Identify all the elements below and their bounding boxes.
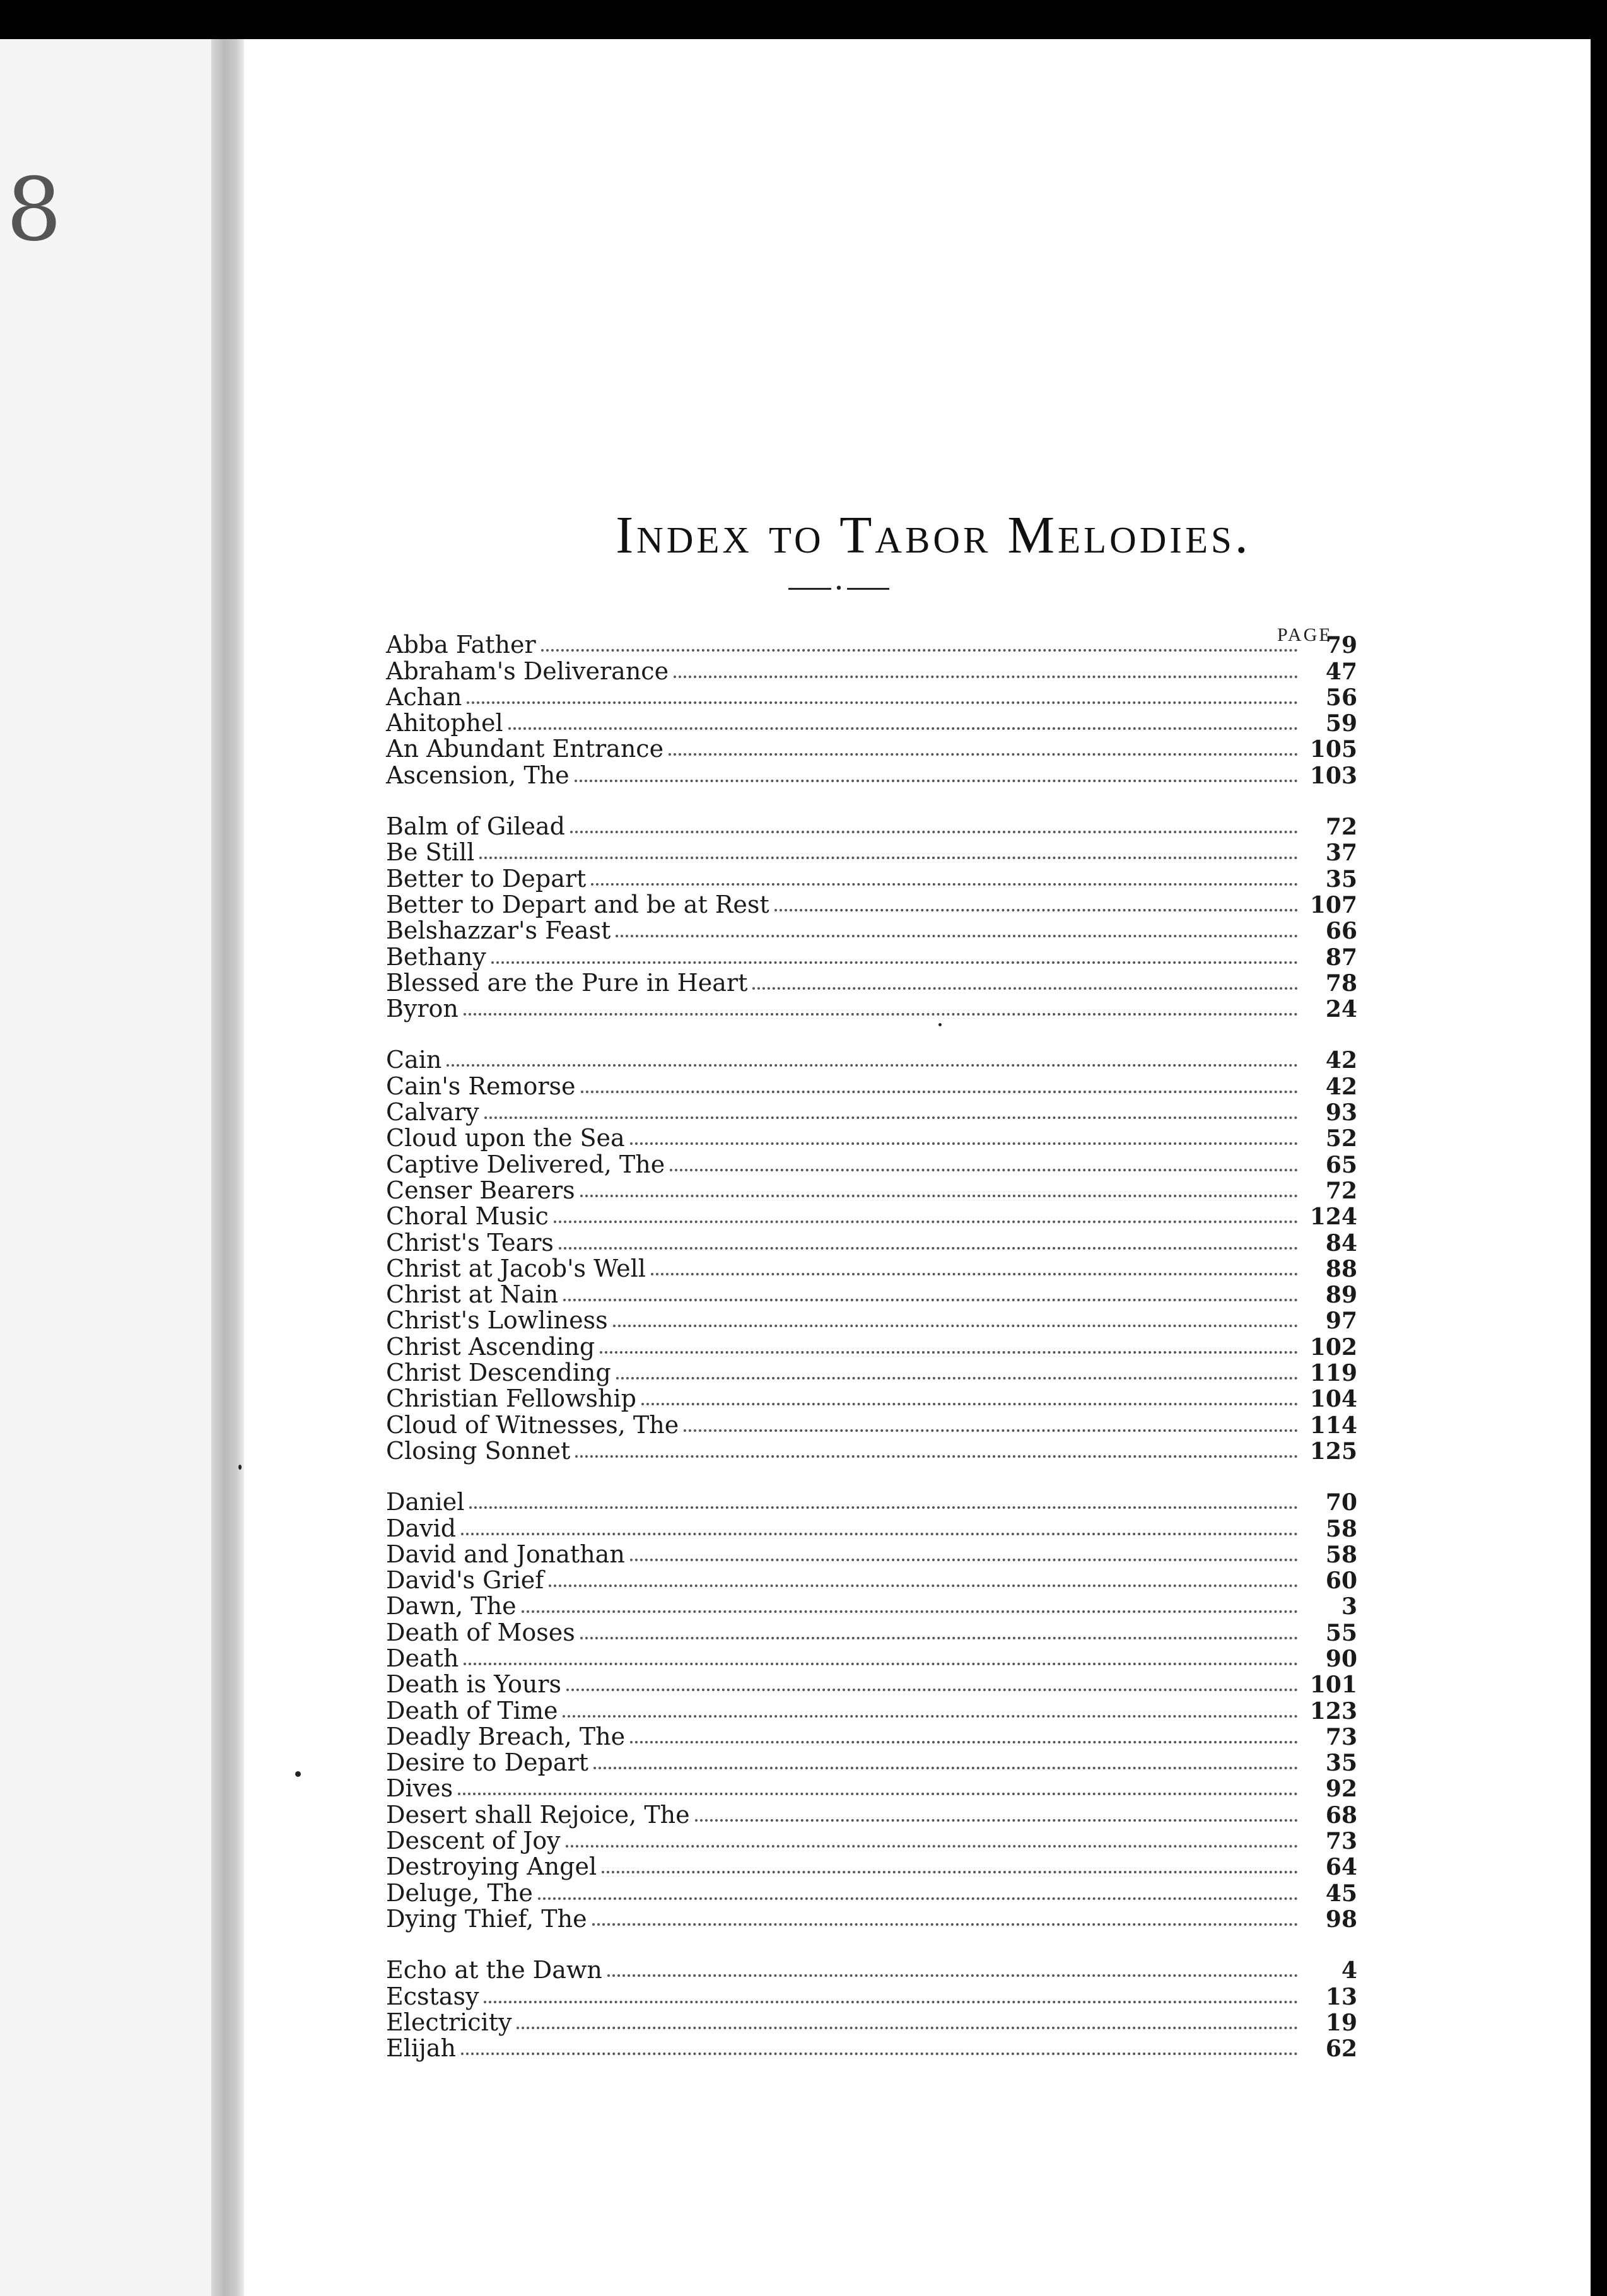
dot-leader [447, 1064, 1298, 1067]
entry-page-number: 37 [1325, 840, 1357, 867]
entry-title: Ahitophel [386, 709, 503, 737]
index-entry [386, 1255, 1357, 1280]
dot-leader [616, 1377, 1298, 1379]
entry-page-number: 105 [1309, 736, 1357, 763]
dot-leader [566, 1689, 1298, 1691]
entry-title: David and Jonathan [386, 1540, 625, 1568]
dot-leader [469, 1506, 1298, 1509]
index-entry [386, 1385, 1357, 1413]
entry-page-number: 73 [1325, 1828, 1357, 1855]
index-group [386, 1488, 1357, 1931]
entry-page-number: 89 [1325, 1282, 1357, 1309]
dot-leader [613, 1325, 1298, 1327]
index-entry [386, 1488, 1357, 1514]
entry-page-number: 45 [1325, 1880, 1357, 1907]
entry-title: Electricity [386, 2008, 512, 2036]
entry-title: Better to Depart and be at Rest [386, 890, 769, 918]
dot-leader [630, 1559, 1298, 1561]
entry-title: Christian Fellowship [386, 1385, 636, 1413]
entry-title: Closing Sonnet [386, 1436, 571, 1465]
index-entry [386, 969, 1357, 995]
entry-page-number: 13 [1325, 1983, 1357, 2010]
index-entry [386, 2034, 1357, 2063]
speck [238, 1465, 242, 1470]
index-entry [386, 1723, 1357, 1748]
left-page-number: 8 [6, 159, 62, 261]
index-entry [386, 1202, 1357, 1231]
entry-title: Belshazzar's Feast [386, 917, 611, 945]
entry-page-number: 59 [1325, 710, 1357, 737]
entry-page-number: 87 [1325, 944, 1357, 971]
entry-page-number: 47 [1325, 658, 1357, 685]
dot-leader [600, 1351, 1298, 1354]
entry-page-number: 24 [1325, 996, 1357, 1023]
index-entry [386, 1748, 1357, 1777]
entry-title: Cain's Remorse [386, 1072, 576, 1100]
entry-page-number: 42 [1325, 1073, 1357, 1100]
dot-leader [461, 1533, 1298, 1535]
entry-title: Ecstasy [386, 1982, 479, 2010]
entry-page-number: 92 [1325, 1776, 1357, 1803]
entry-page-number: 70 [1325, 1489, 1357, 1516]
index-entry [386, 1956, 1357, 1982]
index-entry [386, 891, 1357, 917]
index-entry [386, 995, 1357, 1021]
index-entry [386, 1878, 1357, 1907]
ornament-rule-left [788, 588, 831, 590]
index-entry [386, 1437, 1357, 1463]
entry-page-number: 104 [1309, 1386, 1357, 1413]
entry-page-number: 35 [1325, 865, 1357, 893]
index-entry [386, 1072, 1357, 1098]
entry-page-number: 84 [1325, 1229, 1357, 1256]
entry-title: Cloud of Witnesses, The [386, 1410, 679, 1439]
entry-page-number: 88 [1325, 1255, 1357, 1282]
index-entry [386, 1359, 1357, 1385]
entry-title: Desert shall Rejoice, The [386, 1800, 690, 1829]
dot-leader [607, 1974, 1298, 1977]
title-ornament [788, 579, 889, 598]
entry-page-number: 68 [1325, 1801, 1357, 1829]
entry-title: Death of Time [386, 1696, 558, 1725]
entry-page-number: 125 [1309, 1438, 1357, 1465]
index-entry [386, 1592, 1357, 1618]
ornament-mark-icon: • [834, 580, 843, 597]
entry-page-number: 79 [1325, 632, 1357, 659]
dot-leader [575, 1455, 1298, 1458]
index-group [386, 1046, 1357, 1463]
entry-title: Be Still [386, 838, 475, 867]
index-entry [386, 1098, 1357, 1127]
dot-leader [580, 1195, 1298, 1197]
index-entry [386, 942, 1357, 971]
dot-leader [541, 649, 1298, 652]
entry-page-number: 65 [1325, 1151, 1357, 1178]
index-entry [386, 1670, 1357, 1699]
entry-title: Abba Father [386, 631, 536, 659]
dot-leader [695, 1819, 1298, 1822]
index-entry [386, 1827, 1357, 1853]
index-entry [386, 1618, 1357, 1644]
entry-title: Achan [386, 682, 462, 711]
index-entry [386, 1853, 1357, 1881]
entry-page-number: 102 [1309, 1333, 1357, 1361]
dot-leader [570, 831, 1298, 833]
dot-leader [593, 1767, 1298, 1769]
entry-page-number: 119 [1309, 1360, 1357, 1387]
dot-leader [522, 1610, 1298, 1613]
scan-right-border [1591, 39, 1607, 2296]
entry-title: Blessed are the Pure in Heart [386, 968, 748, 997]
entry-title: Christ Descending [386, 1359, 611, 1387]
index-entry [386, 657, 1357, 685]
entry-page-number: 3 [1341, 1593, 1357, 1620]
entry-page-number: 56 [1325, 684, 1357, 711]
dot-leader [684, 1429, 1298, 1432]
page-column-header: PAGE [1277, 624, 1333, 645]
entry-page-number: 103 [1309, 762, 1357, 789]
entry-title: Bethany [386, 942, 486, 971]
entry-title: Destroying Angel [386, 1853, 597, 1881]
index-group [386, 812, 1357, 1021]
dot-leader [484, 1116, 1298, 1119]
index-entry [386, 2008, 1357, 2034]
entry-page-number: 58 [1325, 1515, 1357, 1542]
dot-leader [559, 1247, 1298, 1250]
entry-title: David's Grief [386, 1566, 544, 1595]
index-entry [386, 1982, 1357, 2008]
entry-page-number: 101 [1309, 1672, 1357, 1699]
index-list [386, 631, 1357, 2063]
dot-leader [563, 1299, 1298, 1301]
index-entry [386, 631, 1357, 657]
index-entry [386, 1280, 1357, 1309]
entry-page-number: 62 [1325, 2035, 1357, 2063]
entry-page-number: 35 [1325, 1750, 1357, 1777]
dot-leader [774, 909, 1298, 911]
scan-top-border [0, 0, 1607, 39]
entry-title: Captive Delivered, The [386, 1150, 665, 1178]
index-entry [386, 1540, 1357, 1566]
index-entry [386, 709, 1357, 735]
dot-leader [464, 1663, 1298, 1665]
index-entry [386, 1150, 1357, 1176]
dot-leader [464, 1013, 1298, 1016]
index-entry [386, 917, 1357, 945]
entry-title: Ascension, The [386, 761, 570, 789]
dot-leader [549, 1584, 1298, 1587]
entry-page-number: 52 [1325, 1125, 1357, 1152]
entry-title: Balm of Gilead [386, 812, 565, 841]
entry-page-number: 124 [1309, 1204, 1357, 1231]
dot-leader [752, 987, 1298, 990]
index-entry [386, 1774, 1357, 1803]
dot-leader [566, 1845, 1298, 1848]
entry-title: Deadly Breach, The [386, 1722, 626, 1750]
entry-page-number: 60 [1325, 1567, 1357, 1595]
index-group [386, 1956, 1357, 2063]
entry-page-number: 66 [1325, 918, 1357, 945]
dot-leader [580, 1637, 1298, 1639]
entry-title: Elijah [386, 2034, 456, 2063]
entry-title: Dying Thief, The [386, 1904, 587, 1933]
index-entry [386, 1800, 1357, 1829]
dot-leader [674, 676, 1298, 678]
index-entry [386, 1228, 1357, 1254]
dot-leader [517, 2027, 1298, 2029]
index-entry [386, 1176, 1357, 1202]
dot-leader [538, 1897, 1298, 1900]
entry-title: David [386, 1514, 457, 1542]
dot-leader [592, 1923, 1298, 1926]
entry-page-number: 78 [1325, 969, 1357, 997]
index-entry [386, 735, 1357, 761]
entry-page-number: 73 [1325, 1723, 1357, 1750]
dot-leader [669, 753, 1298, 756]
entry-page-number: 90 [1325, 1645, 1357, 1672]
entry-page-number: 123 [1309, 1697, 1357, 1725]
dot-leader [591, 883, 1298, 886]
ornament-rule-right [847, 588, 890, 590]
entry-title: Calvary [386, 1098, 479, 1127]
index-entry [386, 864, 1357, 893]
entry-page-number: 98 [1325, 1906, 1357, 1933]
entry-title: Censer Bearers [386, 1176, 575, 1204]
entry-title: Deluge, The [386, 1878, 533, 1907]
entry-title: Christ's Lowliness [386, 1306, 608, 1335]
dot-leader [630, 1142, 1298, 1145]
index-entry [386, 1410, 1357, 1439]
entry-page-number: 72 [1325, 1177, 1357, 1204]
index-entry [386, 838, 1357, 867]
entry-title: Dives [386, 1774, 453, 1803]
entry-title: Descent of Joy [386, 1827, 561, 1855]
index-entry [386, 1124, 1357, 1150]
index-entry [386, 683, 1357, 709]
entry-page-number: 72 [1325, 814, 1357, 841]
index-entry [386, 812, 1357, 841]
entry-title: Death of Moses [386, 1618, 575, 1646]
dot-leader [651, 1273, 1298, 1275]
dot-leader [575, 780, 1298, 782]
dot-leader [508, 727, 1298, 730]
dot-leader [670, 1169, 1298, 1171]
entry-title: Better to Depart [386, 864, 587, 893]
dot-leader [641, 1403, 1298, 1405]
entry-page-number: 4 [1341, 1957, 1357, 1984]
entry-title: Dawn, The [386, 1592, 517, 1620]
entry-title: Byron [386, 995, 459, 1023]
entry-title: Christ's Tears [386, 1228, 554, 1256]
book-gutter [211, 39, 244, 2296]
entry-page-number: 58 [1325, 1541, 1357, 1568]
entry-page-number: 114 [1309, 1412, 1357, 1439]
entry-title: Daniel [386, 1488, 465, 1516]
entry-title: Christ Ascending [386, 1332, 595, 1361]
index-entry [386, 1332, 1357, 1361]
speck [295, 1771, 301, 1777]
page-title: Index to Tabor Melodies. [616, 506, 1251, 565]
left-page-edge [0, 39, 211, 2296]
index-group [386, 631, 1357, 787]
dot-leader [467, 701, 1298, 704]
entry-page-number: 97 [1325, 1308, 1357, 1335]
dot-leader [479, 857, 1298, 859]
dot-leader [616, 935, 1298, 937]
entry-title: Christ at Jacob's Well [386, 1254, 646, 1282]
entry-title: An Abundant Entrance [386, 735, 664, 763]
entry-title: Cloud upon the Sea [386, 1124, 625, 1152]
dot-leader [602, 1871, 1298, 1873]
entry-page-number: 107 [1309, 891, 1357, 918]
index-entry [386, 1696, 1357, 1725]
entry-page-number: 93 [1325, 1099, 1357, 1127]
entry-title: Abraham's Deliverance [386, 657, 669, 685]
index-entry [386, 1306, 1357, 1335]
dot-leader [581, 1091, 1298, 1093]
entry-page-number: 19 [1325, 2009, 1357, 2036]
dot-leader [484, 2001, 1298, 2003]
index-entry [386, 1514, 1357, 1540]
speck [938, 1023, 942, 1026]
entry-page-number: 64 [1325, 1854, 1357, 1881]
dot-leader [554, 1221, 1298, 1223]
dot-leader [630, 1741, 1298, 1743]
entry-page-number: 42 [1325, 1047, 1357, 1074]
index-entry [386, 761, 1357, 787]
dot-leader [461, 2053, 1298, 2055]
entry-title: Death is Yours [386, 1670, 561, 1699]
index-entry [386, 1046, 1357, 1072]
dot-leader [563, 1715, 1298, 1718]
index-entry [386, 1905, 1357, 1931]
entry-title: Cain [386, 1046, 442, 1074]
dot-leader [491, 961, 1298, 964]
entry-title: Death [386, 1644, 459, 1672]
entry-page-number: 55 [1325, 1619, 1357, 1646]
entry-title: Choral Music [386, 1202, 549, 1231]
dot-leader [458, 1793, 1298, 1795]
entry-title: Echo at the Dawn [386, 1956, 602, 1984]
entry-title: Christ at Nain [386, 1280, 559, 1309]
index-entry [386, 1566, 1357, 1595]
entry-title: Desire to Depart [386, 1748, 588, 1777]
index-entry [386, 1644, 1357, 1670]
